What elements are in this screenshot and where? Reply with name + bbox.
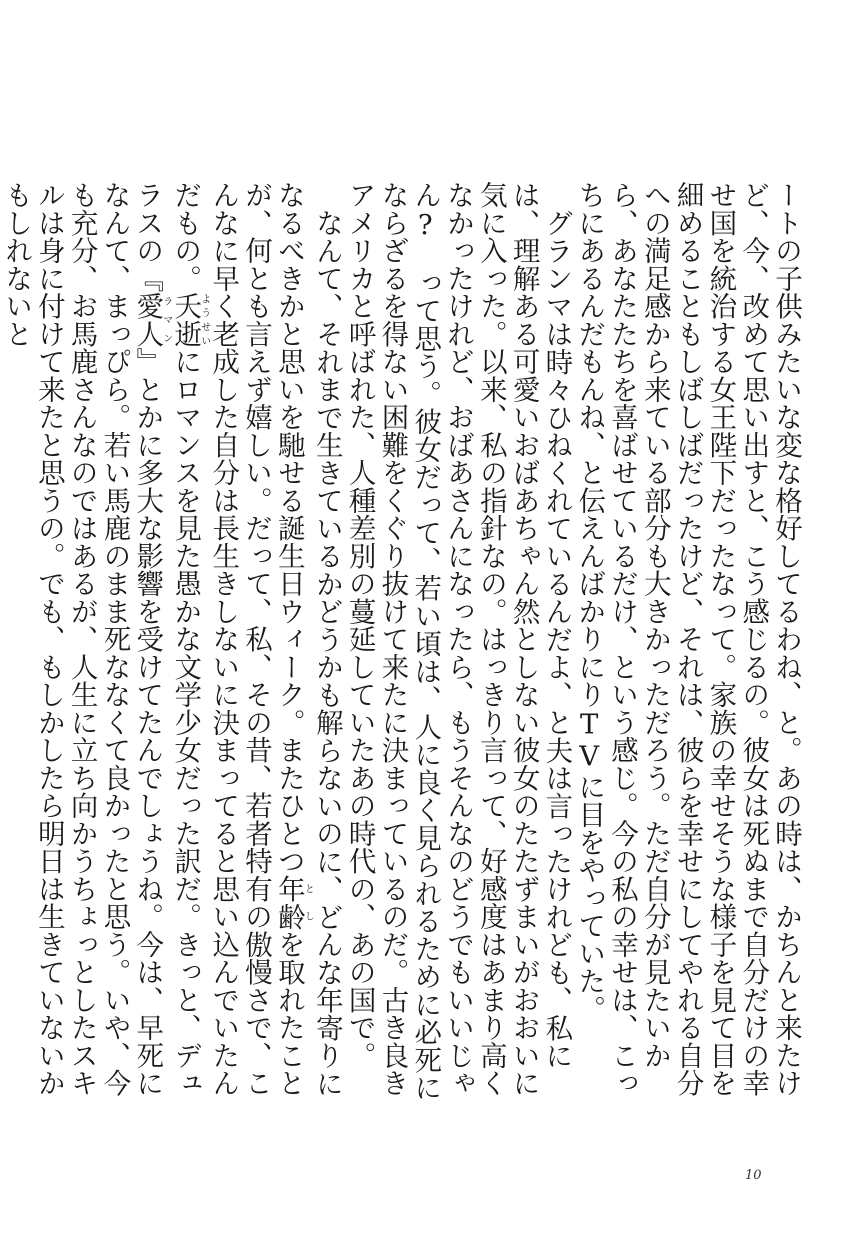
ruby-base: 夭逝 (169, 292, 202, 348)
paragraph (343, 181, 573, 1116)
text-run: グランマは時々ひねくれているんだよ、と夫は言ったけれども、私には、理解ある可愛いおばあちゃん然としない彼女のたたずまいがおおいに気に入った。以来、私の指針なの。はっきり言って、好感度はあまり高くなかったけれど、おばあさんになったら、もうそんなのどうでもいいじゃん? って思う。彼女だって、若い頃は、人に良く見られるために必死にならざるを得ない困難をくぐり抜けて来たに決まっているのだ。古き良きアメリカと呼ばれた、人種差別の蔓延していたあの時代の、あの国で。 (343, 181, 573, 1102)
page-number: 10 (745, 1168, 762, 1183)
ruby-reading: ようせい (198, 292, 210, 348)
ruby-annotation (169, 292, 210, 348)
ruby-base: 年齢 (272, 874, 305, 931)
ruby-base: 愛人 (131, 292, 164, 348)
text-run: 』とかに多大な影響を受けてたんでしょうね。今は、早死になんて、まっぴら。若い馬鹿のまま死ななくて良かったと思う。いや、今も充分、お馬鹿さんなのではあるが、人生に立ち向かうちょっとしたスキルは身に付けて来たと思うの。でも、もしかしたら明日は生きていないかもしれないと (0, 181, 164, 1097)
paragraph (0, 181, 343, 1116)
vertical-text-body (0, 181, 802, 1116)
ruby-annotation (272, 874, 314, 931)
text-run: にロマンスを見た愚かな文学少女だった訳だ。きっと、デュラスの『 (131, 181, 202, 1097)
ruby-annotation (131, 292, 172, 348)
text-run: を取れたことが、何とも言えず嬉しい。だって、私、その昔、若者特有の傲慢さで、こんなに早く老成した自分は長生きしないに決まってると思い込んでいたんだもの。 (169, 181, 305, 1097)
ruby-reading: ラマン (160, 292, 172, 348)
ruby-reading: とし (302, 874, 314, 931)
paragraph (572, 181, 802, 1116)
text-run: なんて、それまで生きているかどうかも解らないのに、どんな年寄りになるべきかと思いを馳せる誕生日ウィーク。またひとつ (272, 181, 343, 1097)
text-run: ートの子供みたいな変な格好してるわね、と。あの時は、かちんと来たけど、今、改めて思い出すと、こう感じるの。彼女は死ぬまで自分だけの幸せ国を統治する女王陛下だったなって。家族の幸せそうな様子を見て目を細めることもしばしばだったけど、それは、彼らを幸せにしてやれる自分への満足感から来ている部分も大きかっただろう。ただ自分が見たいから、あなたたちを喜ばせているだけ、という感じ。今の私の幸せは、こっちにあるんだもんね、と伝えんばかりにりTVに目をやっていた。 (573, 181, 802, 1097)
